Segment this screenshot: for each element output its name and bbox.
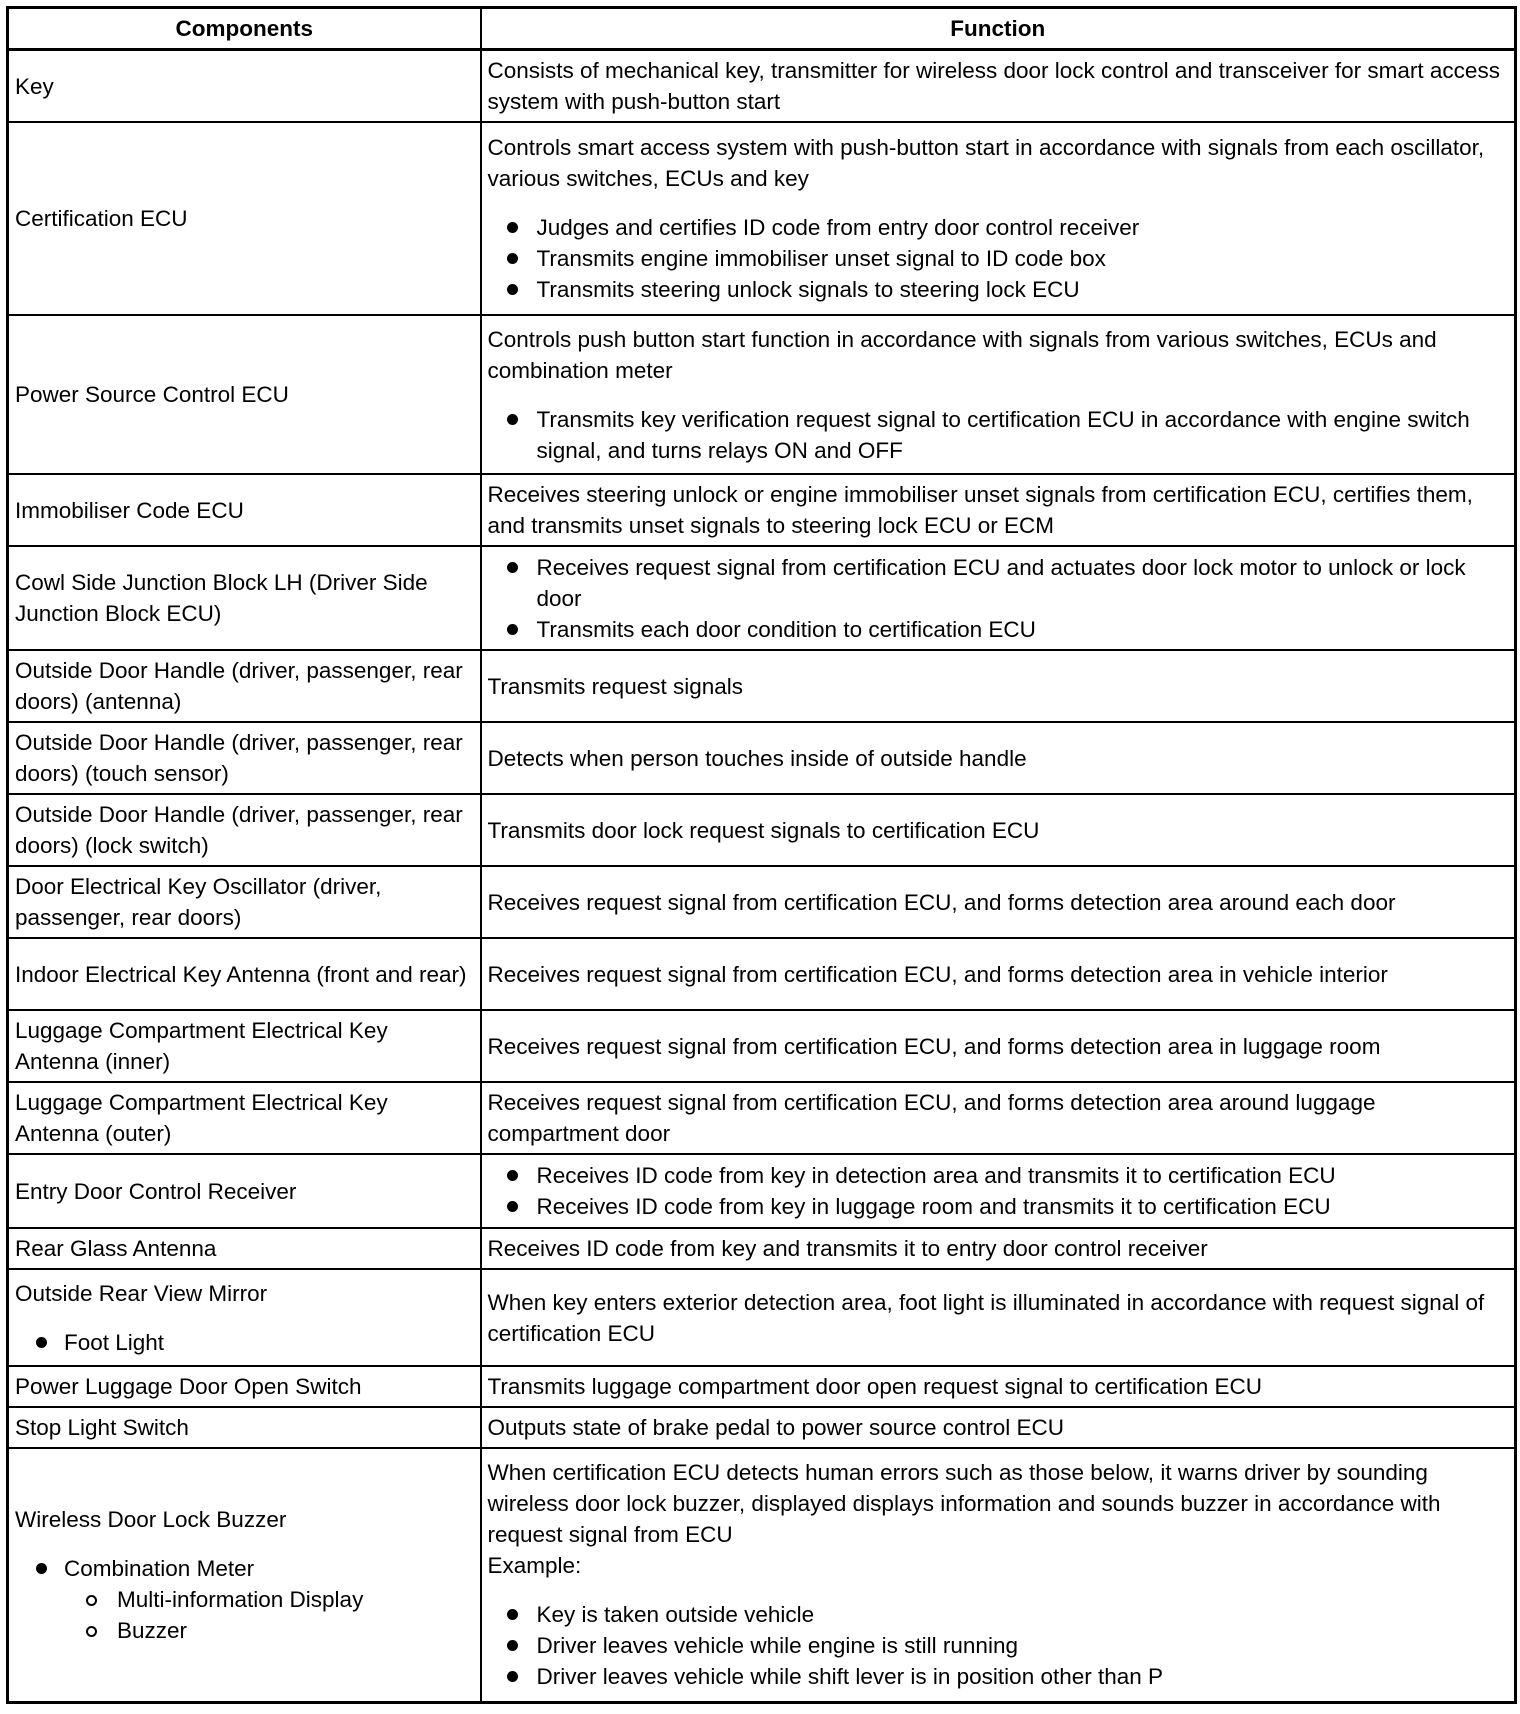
component-text: Outside Rear View Mirror: [15, 1280, 268, 1306]
function-text: Detects when person touches inside of outside handle: [487, 745, 1027, 771]
function-bullet-list: [488, 212, 1509, 305]
table-row: [8, 1448, 1516, 1702]
function-bullet-list: [488, 404, 1509, 466]
table-row: [8, 122, 1516, 315]
table-row: [8, 1407, 1516, 1448]
function-text: Receives request signal from certification ECU, and forms detection area in vehicle interior: [487, 961, 1388, 987]
function-text: Receives ID code from key and transmits it to entry door control receiver: [487, 1236, 1208, 1261]
header-function: Function: [481, 8, 1516, 50]
function-cell: [481, 794, 1516, 866]
function-cell: [481, 722, 1516, 794]
function-text: Controls smart access system with push-button start in accordance with signals from each oscillator, various switches, ECUs and key: [487, 135, 1485, 191]
component-cell: [8, 1448, 481, 1702]
function-cell: [481, 1366, 1516, 1407]
component-cell: Door Electrical Key Oscillator (driver, passenger, rear doors): [8, 866, 481, 938]
function-text: Receives request signal from certification ECU, and forms detection area around each door: [487, 889, 1396, 915]
function-cell: [481, 1269, 1516, 1366]
component-bullet-list: [15, 1553, 474, 1584]
table-row: [8, 1082, 1516, 1154]
function-cell: [481, 1407, 1516, 1448]
table-row: [8, 938, 1516, 1010]
function-text: Transmits luggage compartment door open request signal to certification ECU: [487, 1374, 1263, 1399]
component-cell: Luggage Compartment Electrical Key Antenna (outer): [8, 1082, 481, 1154]
list-item: Multi-information Display: [15, 1584, 474, 1615]
function-bullet-list: [488, 1160, 1509, 1222]
table-row: [8, 650, 1516, 722]
component-cell: Outside Door Handle (driver, passenger, rear doors) (touch sensor): [8, 722, 481, 794]
component-cell: Power Luggage Door Open Switch: [8, 1366, 481, 1407]
component-cell: Cowl Side Junction Block LH (Driver Side Junction Block ECU): [8, 546, 481, 650]
component-cell: Key: [8, 50, 481, 123]
function-cell: [481, 315, 1516, 474]
function-cell: [481, 1082, 1516, 1154]
list-item: Driver leaves vehicle while engine is still running: [488, 1630, 1509, 1661]
header-components: Components: [8, 8, 481, 50]
component-text: Wireless Door Lock Buzzer: [15, 1506, 287, 1532]
component-cell: Luggage Compartment Electrical Key Antenna (inner): [8, 1010, 481, 1082]
function-cell: [481, 866, 1516, 938]
component-cell: Stop Light Switch: [8, 1407, 481, 1448]
component-sub-list: [15, 1584, 474, 1646]
table-row: [8, 50, 1516, 123]
list-item: Driver leaves vehicle while shift lever is in position other than P: [488, 1661, 1509, 1692]
component-cell: Outside Door Handle (driver, passenger, rear doors) (antenna): [8, 650, 481, 722]
list-item: Transmits key verification request signal to certification ECU in accordance with engine switch signal, and turns relays ON and OFF: [488, 404, 1509, 466]
table-row: [8, 315, 1516, 474]
component-cell: Power Source Control ECU: [8, 315, 481, 474]
function-cell: [481, 1228, 1516, 1269]
example-label: Example:: [487, 1553, 582, 1579]
function-bullet-list: [488, 1599, 1509, 1692]
table-row: [8, 866, 1516, 938]
component-cell: Rear Glass Antenna: [8, 1228, 481, 1269]
component-cell: Outside Door Handle (driver, passenger, rear doors) (lock switch): [8, 794, 481, 866]
list-item: Transmits each door condition to certification ECU: [488, 614, 1509, 645]
function-text: Consists of mechanical key, transmitter for wireless door lock control and transceiver for smart access system with push-button start: [487, 58, 1500, 114]
function-cell: [481, 650, 1516, 722]
list-item: Transmits steering unlock signals to steering lock ECU: [488, 274, 1509, 305]
list-item: Transmits engine immobiliser unset signal to ID code box: [488, 243, 1509, 274]
function-text: Transmits request signals: [487, 673, 744, 699]
function-cell: [481, 546, 1516, 650]
component-cell: Entry Door Control Receiver: [8, 1154, 481, 1228]
table-row: [8, 722, 1516, 794]
function-text: Receives request signal from certification ECU, and forms detection area around luggage compartment door: [487, 1090, 1376, 1146]
table-row: [8, 1228, 1516, 1269]
function-text: When key enters exterior detection area, foot light is illuminated in accordance with request signal of certification ECU: [487, 1289, 1485, 1346]
component-cell: [8, 1269, 481, 1366]
component-cell: Immobiliser Code ECU: [8, 474, 481, 546]
table-row: [8, 546, 1516, 650]
function-text: Outputs state of brake pedal to power source control ECU: [487, 1415, 1065, 1440]
function-cell: [481, 50, 1516, 123]
list-item: Foot Light: [15, 1327, 474, 1358]
list-item: Receives ID code from key in detection area and transmits it to certification ECU: [488, 1160, 1509, 1191]
table-row: [8, 1269, 1516, 1366]
function-cell: [481, 122, 1516, 315]
function-text: Receives steering unlock or engine immobiliser unset signals from certification ECU, certifies them, and transmits unset signals to steering lock ECU or ECM: [487, 482, 1473, 538]
list-item: Buzzer: [15, 1615, 474, 1646]
function-bullet-list: [488, 552, 1509, 645]
function-cell: [481, 938, 1516, 1010]
function-cell: [481, 1154, 1516, 1228]
table-row: [8, 1010, 1516, 1082]
function-cell: [481, 1010, 1516, 1082]
function-cell: [481, 1448, 1516, 1702]
table-row: [8, 1366, 1516, 1407]
components-function-table: [6, 6, 1517, 1704]
function-text: Receives request signal from certification ECU, and forms detection area in luggage room: [487, 1033, 1381, 1059]
table-row: [8, 1154, 1516, 1228]
list-item: Judges and certifies ID code from entry door control receiver: [488, 212, 1509, 243]
component-cell: Certification ECU: [8, 122, 481, 315]
list-item: Receives request signal from certification ECU and actuates door lock motor to unlock or lock door: [488, 552, 1509, 614]
function-text: When certification ECU detects human errors such as those below, it warns driver by sounding wireless door lock buzzer, displayed displays information and sounds buzzer in accordance with request signal from ECU: [487, 1460, 1441, 1548]
function-cell: [481, 474, 1516, 546]
component-bullet-list: [15, 1327, 474, 1358]
component-cell: Indoor Electrical Key Antenna (front and rear): [8, 938, 481, 1010]
function-text: Controls push button start function in accordance with signals from various switches, ECUs and combination meter: [487, 326, 1437, 383]
list-item: Combination Meter: [15, 1553, 474, 1584]
function-text: Transmits door lock request signals to certification ECU: [487, 817, 1040, 843]
list-item: Receives ID code from key in luggage room and transmits it to certification ECU: [488, 1191, 1509, 1222]
table-header-row: [8, 8, 1516, 50]
table-row: [8, 794, 1516, 866]
list-item: Key is taken outside vehicle: [488, 1599, 1509, 1630]
table-row: [8, 474, 1516, 546]
components-table-sheet: [6, 6, 1514, 1704]
